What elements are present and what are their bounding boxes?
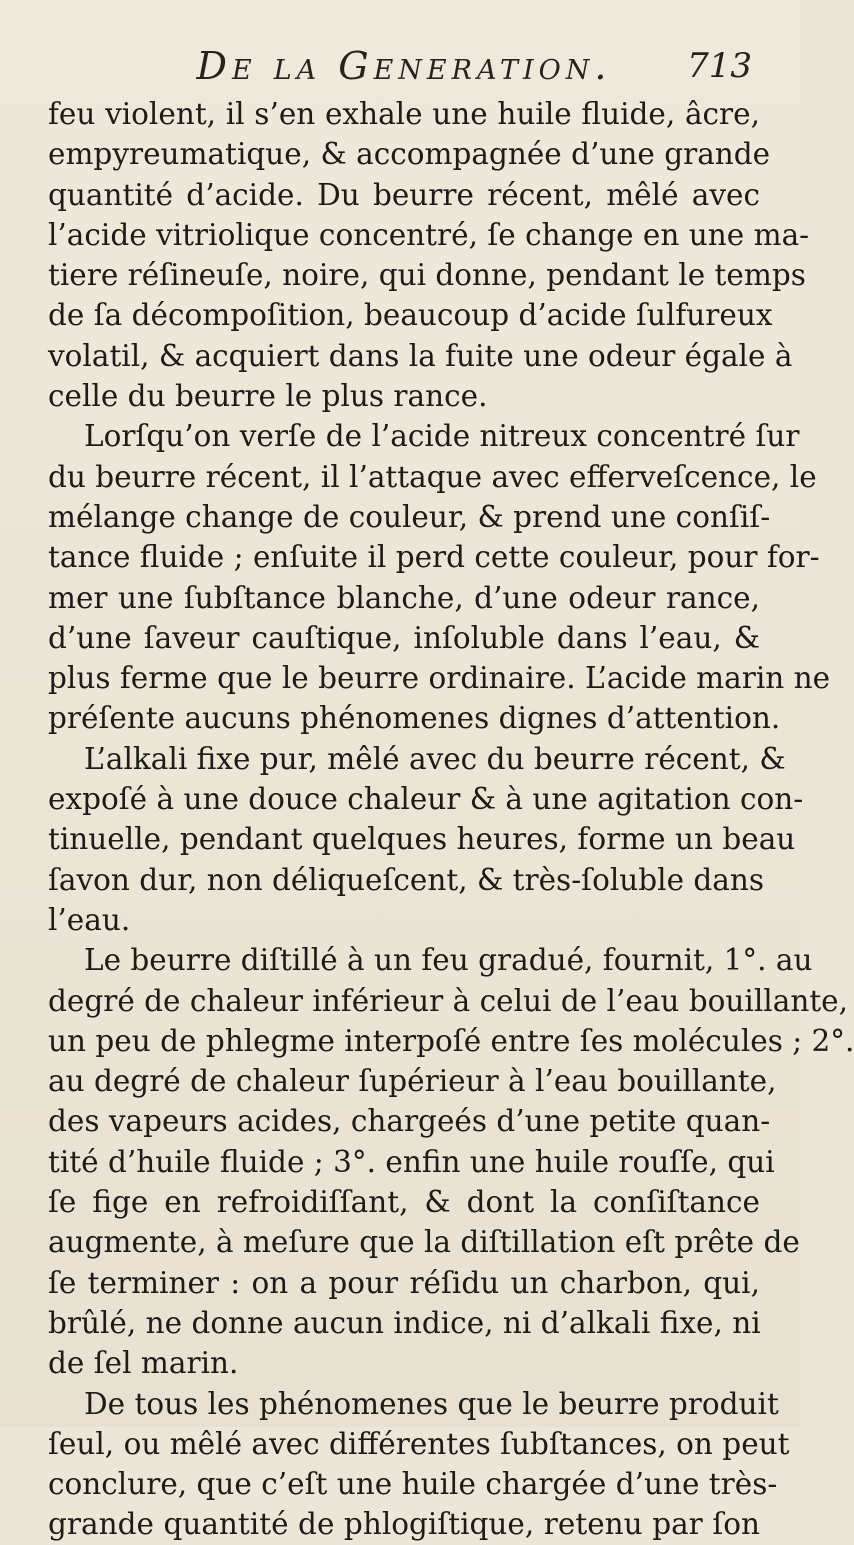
text-line: quantité d’acide. Du beurre récent, mêlé avec bbox=[48, 177, 760, 212]
running-head bbox=[48, 40, 760, 92]
text-line: brûlé, ne donne aucun indice, ni d’alkali fixe, ni bbox=[48, 1305, 761, 1340]
text-line: Lorſqu’on verſe de l’acide nitreux concentré ſur bbox=[84, 419, 800, 454]
text-line: tité d’huile fluide ; 3°. enfin une huile rouſſe, qui bbox=[48, 1144, 775, 1179]
text-line: grande quantité de phlogiſtique, retenu par ſon bbox=[48, 1507, 760, 1542]
text-line: ſe terminer : on a pour réſidu un charbon, qui, bbox=[48, 1265, 760, 1300]
text-line: l’eau. bbox=[48, 902, 131, 937]
text-line: ſavon dur, non déliqueſcent, & très-ſoluble dans bbox=[48, 862, 765, 897]
text-line: tinuelle, pendant quelques heures, forme un beau bbox=[48, 822, 796, 857]
text-line: ſe fige en refroidiſſant, & dont la conſiſtance bbox=[48, 1185, 760, 1220]
text-line: expoſé à une douce chaleur & à une agitation con- bbox=[48, 782, 804, 817]
text-line: celle du beurre le plus rance. bbox=[48, 379, 488, 414]
text-line: conclure, que c’eſt une huile chargée d’une très- bbox=[48, 1467, 778, 1502]
text-line: ſeul, ou mêlé avec différentes ſubſtances, on peut bbox=[48, 1426, 790, 1461]
text-line: de ſel marin. bbox=[48, 1346, 239, 1381]
body-text bbox=[48, 94, 854, 1545]
text-line: empyreumatique, & accompagnée d’une grande bbox=[48, 137, 771, 172]
text-line: des vapeurs acides, chargeés d’une petite quan- bbox=[48, 1104, 771, 1139]
running-title: De la Generation. bbox=[196, 44, 612, 88]
text-line: De tous les phénomenes que le beurre produit bbox=[84, 1386, 779, 1421]
text-line: du beurre récent, il l’attaque avec efferveſcence, le bbox=[48, 459, 817, 494]
text-line: degré de chaleur inférieur à celui de l’eau bouillante, bbox=[48, 983, 849, 1018]
text-line: feu violent, il s’en exhale une huile fluide, âcre, bbox=[48, 97, 760, 131]
text-line: de ſa décompoſition, beaucoup d’acide ſulfureux bbox=[48, 298, 773, 333]
text-line: préſente aucuns phénomenes dignes d’attention. bbox=[48, 701, 781, 736]
page-number: 713 bbox=[687, 46, 752, 86]
text-line: au degré de chaleur ſupérieur à l’eau bouillante, bbox=[48, 1064, 777, 1099]
text-line: mélange change de couleur, & prend une conſiſ- bbox=[48, 499, 771, 534]
text-line: l’acide vitriolique concentré, ſe change en une ma- bbox=[48, 217, 810, 252]
text-line: Le beurre diſtillé à un feu gradué, fournit, 1°. au bbox=[84, 943, 813, 978]
text-line: L’alkali fixe pur, mêlé avec du beurre récent, & bbox=[84, 741, 786, 776]
text-line: mer une ſubſtance blanche, d’une odeur rance, bbox=[48, 580, 760, 615]
text-line: tance fluide ; enſuite il perd cette couleur, pour for- bbox=[48, 540, 820, 575]
text-line: d’une ſaveur cauſtique, inſoluble dans l’eau, & bbox=[48, 620, 760, 655]
text-line: augmente, à meſure que la diſtillation eſt prête de bbox=[48, 1225, 800, 1260]
text-line: un peu de phlegme interpoſé entre ſes molécules ; 2°. bbox=[48, 1023, 854, 1058]
text-line: tiere réſineuſe, noire, qui donne, pendant le temps bbox=[48, 258, 806, 293]
text-line: plus ferme que le beurre ordinaire. L’acide marin ne bbox=[48, 661, 831, 696]
text-line: volatil, & acquiert dans la fuite une odeur égale à bbox=[48, 338, 793, 373]
